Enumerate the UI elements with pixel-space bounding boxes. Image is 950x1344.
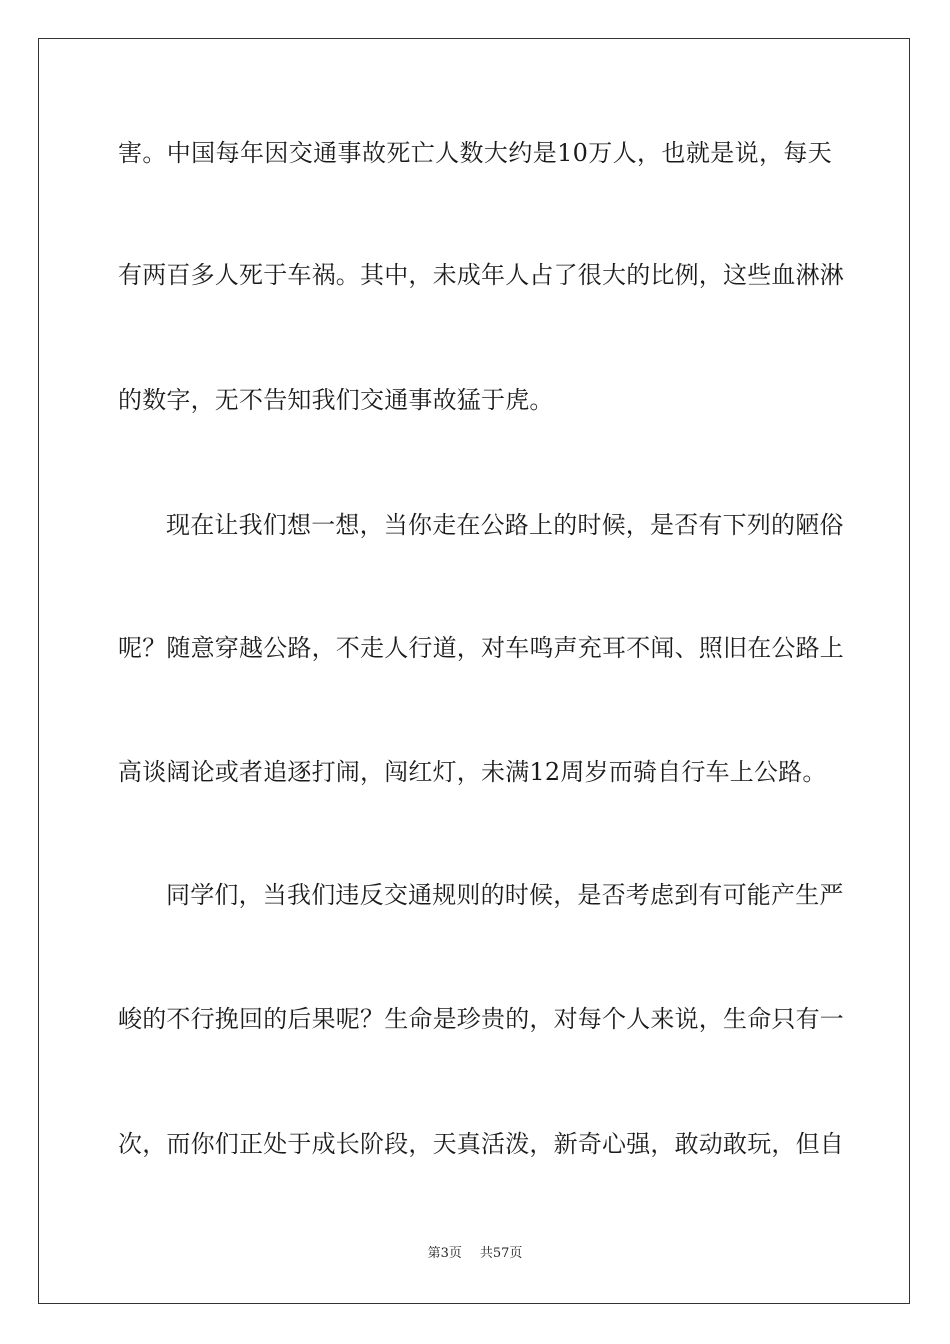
text-line: 高谈阔论或者追逐打闹，闯红灯，未满12周岁而骑自行车上公路。 bbox=[118, 758, 827, 786]
paragraph-start-line: 现在让我们想一想，当你走在公路上的时候，是否有下列的陋俗 bbox=[166, 511, 844, 539]
text-line: 有两百多人死于车祸。其中，未成年人占了很大的比例，这些血淋淋 bbox=[118, 261, 844, 289]
page-number: 第3页 bbox=[427, 1246, 462, 1261]
text-line: 呢？随意穿越公路，不走人行道，对车鸣声充耳不闻、照旧在公路上 bbox=[118, 634, 844, 662]
text-line: 次，而你们正处于成长阶段，天真活泼，新奇心强，敢动敢玩，但自 bbox=[118, 1130, 844, 1158]
paragraph-start-line: 同学们，当我们违反交通规则的时候，是否考虑到有可能产生严 bbox=[166, 881, 844, 909]
text-line: 峻的不行挽回的后果呢？生命是珍贵的，对每个人来说，生命只有一 bbox=[118, 1005, 844, 1033]
text-line: 的数字，无不告知我们交通事故猛于虎。 bbox=[118, 386, 554, 414]
page-footer bbox=[0, 1246, 950, 1262]
page-total: 共57页 bbox=[479, 1246, 523, 1261]
text-line: 害。中国每年因交通事故死亡人数大约是10万人，也就是说，每天 bbox=[118, 139, 832, 167]
page-border bbox=[38, 38, 910, 1304]
